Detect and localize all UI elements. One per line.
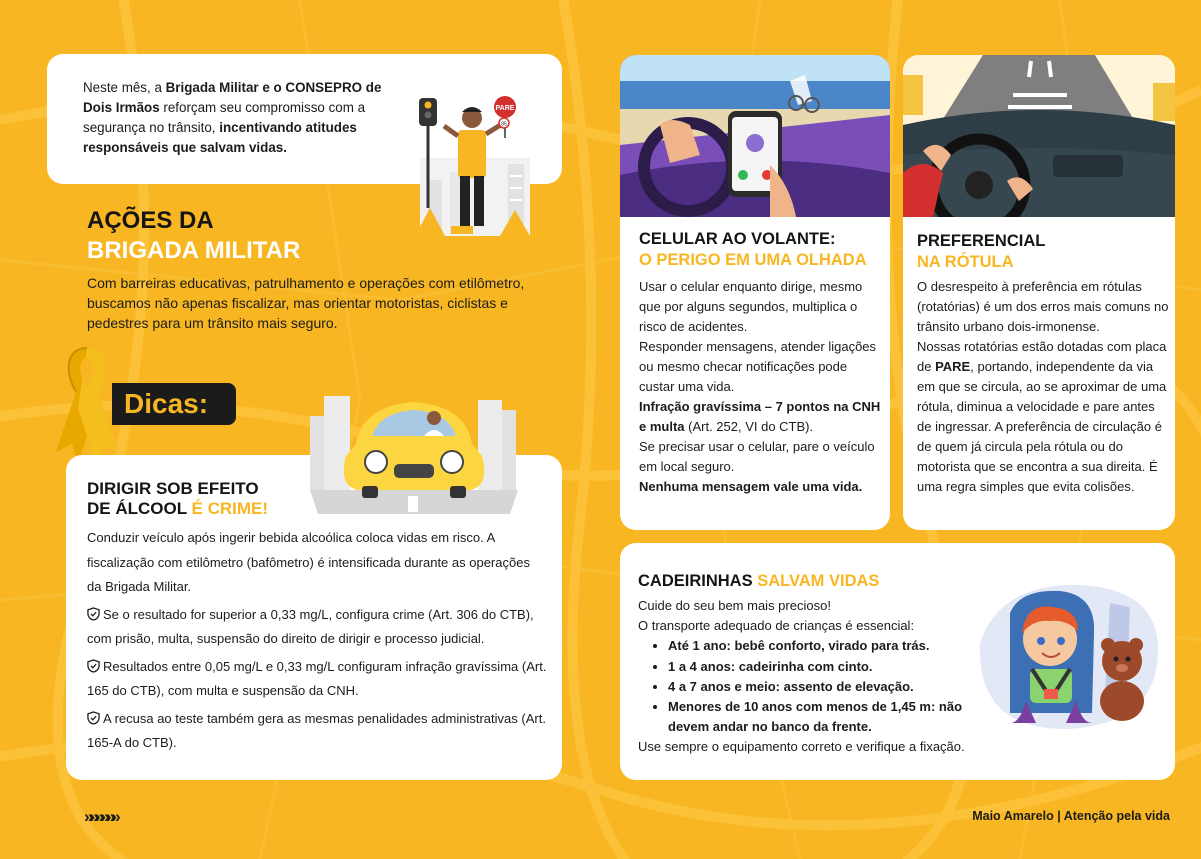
footer-campaign: Maio Amarelo | Atenção pela vida <box>972 809 1170 823</box>
pare-sign-text: PARE <box>495 105 515 112</box>
acoes-title: AÇÕES DA BRIGADA MILITAR <box>87 207 301 264</box>
shield-check-icon <box>87 659 100 673</box>
celular-body: Usar o celular enquanto dirige, mesmo que por alguns segundos, multiplica o risco de acidentes. Responder mensagens, atender ligações ou mesmo checar notificações pode custar uma vida. Infração gravíssima – 7 pontos na CNH e multa (Art. 252, VI do CTB). Se precisar usar o celular, pare o veículo em local seguro. Nenhuma mensagem vale uma vida. <box>639 279 881 494</box>
child-car-seat-illustration <box>970 573 1165 733</box>
phone-while-driving-illustration <box>620 55 890 217</box>
cadeirinhas-list <box>638 636 968 737</box>
yellow-car-illustration <box>310 386 518 514</box>
celular-card <box>620 55 890 530</box>
list-item: • 4 a 7 anos e meio: assento de elevação. <box>668 677 968 697</box>
list-item: • 1 a 4 anos: cadeirinha com cinto. <box>668 657 968 677</box>
cadeirinhas-body: Cuide do seu bem mais precioso! O transporte adequado de crianças é essencial: • Até 1 ano: bebê conforto, virado para trás. • 1 a 4 anos: cadeirinha com cinto. • 4 a 7 anos e meio: assento de elevação. • Menores de 10 anos com menos de 1,45 m: não devem andar no banco da frente. Use sempre o equipamento correto e verifique a fixação. <box>638 596 968 758</box>
dicas-label: Dicas: <box>112 383 236 425</box>
celular-title: CELULAR AO VOLANTE: O PERIGO EM UMA OLHADA <box>639 230 867 269</box>
steering-wheel-illustration <box>903 55 1175 217</box>
list-item: • Menores de 10 anos com menos de 1,45 m: não devem andar no banco da frente. <box>668 697 968 737</box>
alcool-item: A recusa ao teste também gera as mesmas penalidades administrativas (Art. 165-A do CTB). <box>87 710 546 750</box>
alcool-body: Conduzir veículo após ingerir bebida alcoólica coloca vidas em risco. A fiscalização com etilômetro (bafômetro) é intensificada durante as operações da Brigada Militar. Se o resultado for superior a 0,33 mg/L, configura crime (Art. 306 do CTB), com prisão, multa, suspensão do direito de dirigir e processo judicial. Resultados entre 0,05 mg/L e 0,33 mg/L configuram infração gravíssima (Art. 165 do CTB), com multa e suspensão da CNH. A recusa ao teste também gera as mesmas penalidades administrativas (Art. 165-A do CTB). <box>87 526 547 756</box>
alcool-item: Resultados entre 0,05 mg/L e 0,33 mg/L configuram infração gravíssima (Art. 165 do CTB), com multa e suspensão da CNH. <box>87 658 547 698</box>
rotula-title: PREFERENCIAL NA RÓTULA <box>917 232 1046 271</box>
cadeirinhas-title: CADEIRINHAS SALVAM VIDAS <box>638 572 880 590</box>
intro-text: Neste mês, a Brigada Militar e o CONSEPRO de Dois Irmãos reforçam seu compromisso com a segurança no trânsito, incentivando atitudes responsáveis que salvam vidas. <box>83 80 382 155</box>
list-item: • Até 1 ano: bebê conforto, virado para trás. <box>668 636 968 656</box>
rotula-body: O desrespeito à preferência em rótulas (rotatórias) é um dos erros mais comuns no trânsito urbano dois-irmonense. Nossas rotatórias estão dotadas com placa de PARE, portando, independente da via em que se circula, ao se aproximar de uma rótula, diminua a velocidade e pare antes de ingressar. A preferência de circulação é de quem já circula pela rótula ou do motorista que se encontra a sua direita. É uma regra simples que evita colisões. <box>917 279 1169 494</box>
footer-arrows: »»»»»» <box>84 807 117 826</box>
cadeirinhas-card <box>620 543 1175 780</box>
speed-sign-text: 85 <box>501 121 507 128</box>
shield-check-icon <box>87 607 100 621</box>
shield-check-icon <box>87 711 100 725</box>
alcool-title: DIRIGIR SOB EFEITO DE ÁLCOOL É CRIME! <box>87 479 269 518</box>
acoes-text: Com barreiras educativas, patrulhamento e operações com etilômetro, buscamos não apenas fiscalizar, mas orientar motoristas, ciclistas e pedestres para um trânsito mais seguro. <box>87 275 525 331</box>
traffic-officer-illustration <box>410 88 545 238</box>
rotula-card <box>903 55 1175 530</box>
alcool-item: Se o resultado for superior a 0,33 mg/L, configura crime (Art. 306 do CTB), com prisão, multa, suspensão do direito de dirigir e processo judicial. <box>87 606 534 646</box>
